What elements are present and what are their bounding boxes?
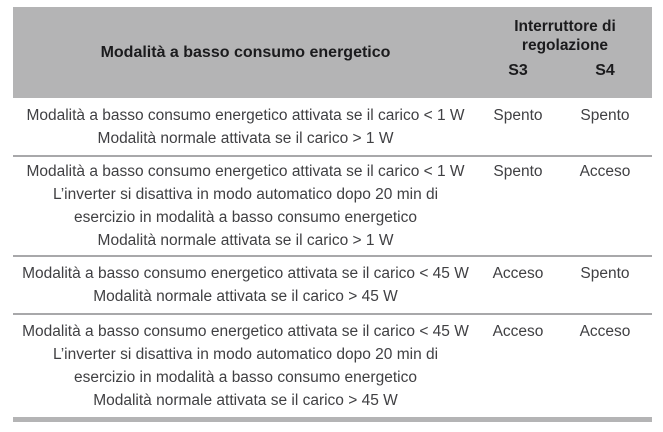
switch-group-header: Interruttore di regolazione — [478, 7, 652, 59]
description-line: Modalità a basso consumo energetico attivata se il carico < 45 W — [22, 265, 469, 282]
description-line: L’inverter si disattiva in modo automatico dopo 20 min di — [52, 186, 439, 203]
description-line: L’inverter si disattiva in modo automatico dopo 20 min di — [52, 346, 439, 363]
s4-value: Spento — [558, 256, 652, 314]
table-body — [13, 98, 652, 420]
description-line: esercizio in modalità a basso consumo energetico — [74, 209, 417, 226]
row-description — [13, 156, 478, 256]
s4-value: Acceso — [558, 156, 652, 256]
s3-value: Spento — [478, 156, 558, 256]
row-description — [13, 98, 478, 156]
column-header-s3: S3 — [478, 59, 558, 98]
description-line: Modalità normale attivata se il carico > 1 W — [97, 130, 394, 147]
description-line: esercizio in modalità a basso consumo energetico — [74, 369, 417, 386]
low-power-mode-table — [13, 7, 652, 422]
s3-value: Acceso — [478, 256, 558, 314]
description-line: Modalità a basso consumo energetico attivata se il carico < 45 W — [22, 323, 469, 340]
table-title: Modalità a basso consumo energetico — [13, 7, 478, 98]
column-header-s4: S4 — [558, 59, 652, 98]
description-line: Modalità a basso consumo energetico attivata se il carico < 1 W — [26, 163, 465, 180]
description-line: Modalità normale attivata se il carico > 1 W — [97, 232, 394, 249]
table-row-4 — [13, 314, 652, 420]
table-row-3 — [13, 256, 652, 314]
description-line: Modalità normale attivata se il carico > 45 W — [93, 392, 398, 409]
table-row-2 — [13, 156, 652, 256]
description-line: Modalità normale attivata se il carico > 45 W — [93, 288, 398, 305]
table-header — [13, 7, 652, 98]
s4-value: Spento — [580, 107, 630, 124]
s4-value: Acceso — [558, 314, 652, 420]
row-description — [13, 256, 478, 314]
s3-value: Spento — [493, 107, 543, 124]
table-row-1 — [13, 98, 652, 156]
s3-value: Acceso — [478, 314, 558, 420]
description-line: Modalità a basso consumo energetico attivata se il carico < 1 W — [26, 107, 465, 124]
row-description — [13, 314, 478, 420]
